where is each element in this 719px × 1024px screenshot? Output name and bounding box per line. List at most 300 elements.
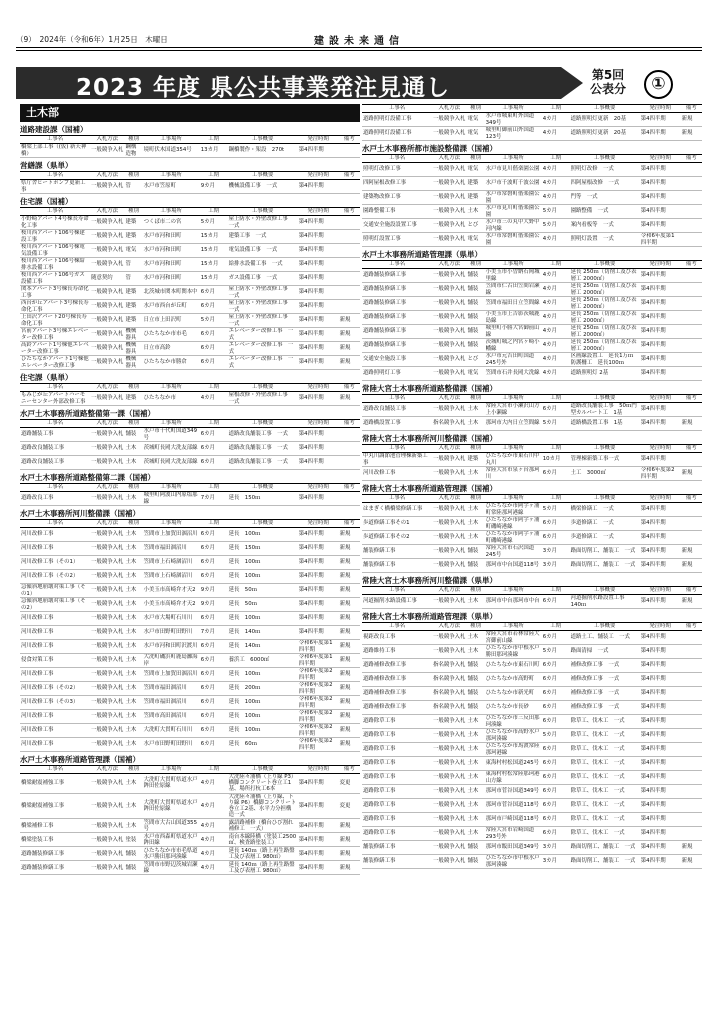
table-row <box>362 297 702 311</box>
table-cell: 令和6年度第2四半期 <box>298 668 339 682</box>
column-header: 工事場所 <box>485 495 542 503</box>
table-cell: 土木 <box>466 595 484 609</box>
table-cell: 水戸市千波町千波公園 <box>485 177 542 191</box>
table-row <box>362 177 702 191</box>
table-cell: 第4四半期 <box>298 442 339 456</box>
column-header: 備考 <box>681 155 702 163</box>
table-cell: 道路改良舗装工事 <box>20 456 90 470</box>
table-cell: 道路照明灯更新 20基 <box>570 127 640 141</box>
table-cell: 道路照明灯 2基 <box>570 367 640 381</box>
table-cell: 第4四半期 <box>298 314 339 328</box>
table-cell: ひたちなか市中根水戸勝田那珂湊線 <box>485 645 542 659</box>
table-cell: 一般競争入札 <box>432 645 466 659</box>
table-cell: 第4四半期 <box>298 428 339 442</box>
title-banner <box>16 67 561 99</box>
column-header: 工事場所 <box>485 105 542 113</box>
table-cell: 一般競争入札 <box>90 682 124 696</box>
table-cell: 電気 <box>466 233 484 247</box>
column-header: 工事名 <box>362 105 432 113</box>
table-cell: 一般競争入札 <box>90 314 124 328</box>
table-cell: 道路除草工事 <box>362 785 432 799</box>
table-cell: 第4四半期 <box>298 258 339 272</box>
table-row <box>362 771 702 785</box>
table-cell: 水戸市田野町田野川 <box>143 626 200 640</box>
table-cell: 舗装 <box>466 687 484 701</box>
table-cell: 舗装 <box>466 701 484 715</box>
table-cell: 土木 <box>124 584 142 598</box>
table-header-row <box>362 587 702 595</box>
table-cell: 交通安全施設設置工事 <box>362 219 432 233</box>
column-header: 工事概要 <box>570 155 640 163</box>
table-cell: 第4四半期 <box>640 545 681 559</box>
table-cell: 一般競争入札 <box>90 819 124 833</box>
table-header-row <box>20 208 360 216</box>
table-row <box>20 833 360 847</box>
table-cell: 河川改修工事 <box>20 668 90 682</box>
table-cell: 橋梁耐震補強工事 <box>20 793 90 819</box>
table-cell: 高鈴アパート1号棟他エレベーター改修工事 <box>21 342 89 355</box>
table-cell: 6カ月 <box>542 673 570 687</box>
table-cell: 6カ月 <box>200 286 228 300</box>
table-row <box>362 531 702 545</box>
table-cell: 除草工、伐木工 一式 <box>570 813 640 827</box>
table-row <box>20 668 360 682</box>
column-header: 備考 <box>339 520 360 528</box>
table-cell: 6カ月 <box>200 542 228 556</box>
column-header: 工期 <box>200 420 228 428</box>
table-cell: 延長 250ｍ（切削工及び表層工 2000㎡） <box>570 311 640 325</box>
table-cell: 一般競争入札 <box>90 696 124 710</box>
table-cell <box>339 286 360 300</box>
table-row <box>362 311 702 325</box>
table-cell: 桜川西アパート106号棟建設工事 <box>20 230 90 244</box>
column-header: 工事場所 <box>143 484 200 492</box>
table-cell: 道路橋設置工事 1基 <box>570 417 640 431</box>
table-cell: 土木 <box>124 793 142 819</box>
table-cell: とび <box>466 219 484 233</box>
table-cell: 6カ月 <box>542 785 570 799</box>
table-cell: 一般競争入札 <box>90 833 124 847</box>
table-row <box>20 300 360 314</box>
column-header: 発注時期 <box>640 623 681 631</box>
table-cell: 指名競争入札 <box>432 701 466 715</box>
column-header: 工事場所 <box>485 587 542 595</box>
table-cell: 土木 <box>466 631 484 645</box>
table-cell: 4カ月 <box>542 283 570 297</box>
project-table <box>20 765 360 875</box>
table-cell: 土木 <box>466 743 484 757</box>
table-cell: 第4四半期 <box>298 492 339 506</box>
table-cell: ひたちなか市市毛県道水戸勝田那珂湊線 <box>143 847 200 861</box>
table-cell: 養浜工 6000㎥ <box>228 654 298 668</box>
table-cell: 令和6年度第1四半期 <box>640 233 681 247</box>
table-row <box>20 356 360 370</box>
table-cell: 一般競争入札 <box>432 163 466 177</box>
project-table <box>362 494 702 573</box>
column-header: 工事名 <box>20 484 90 492</box>
table-header-row <box>20 520 360 528</box>
table-header-row <box>20 420 360 428</box>
table-row <box>362 743 702 757</box>
table-cell: 指名競争入札 <box>432 417 466 431</box>
table-cell: 新規 <box>339 819 360 833</box>
table-cell: 6カ月 <box>200 328 228 342</box>
table-cell: 桜川西アパート106号ガス設備工事 <box>20 272 90 286</box>
table-cell <box>681 827 702 841</box>
table-cell: 除草工、伐木工 一式 <box>570 743 640 757</box>
table-cell: 令和6年度第2四半期 <box>298 682 339 696</box>
table-header-row <box>20 484 360 492</box>
table-row <box>20 556 360 570</box>
table-cell: 新規 <box>339 314 360 328</box>
table-cell: 照明灯改修 一式 <box>570 163 640 177</box>
table-row <box>362 799 702 813</box>
column-header: 備考 <box>681 495 702 503</box>
table-cell <box>339 300 360 314</box>
table-cell: 第4四半期 <box>298 230 339 244</box>
table-cell: 土木 <box>466 467 484 481</box>
table-cell: 道路補修改修工事 <box>362 687 432 701</box>
column-header: 種別 <box>466 105 484 113</box>
table-cell: 道路補修改修工事 <box>362 701 432 715</box>
table-cell: 大洗町大貫町石川川 <box>143 724 200 738</box>
table-cell: 茨城町城之内宮ヶ崎小幡線 <box>485 339 542 353</box>
table-cell: 一般競争入札 <box>90 738 124 752</box>
table-cell: 舗装修繕工事 <box>362 841 432 855</box>
table-cell: ひたちなか市市毛 <box>143 328 200 342</box>
table-cell: 5カ月 <box>542 503 570 517</box>
column-header: 工期 <box>542 105 570 113</box>
column-header: 備考 <box>681 395 702 403</box>
table-row <box>362 673 702 687</box>
table-cell: 舗装 <box>466 269 484 283</box>
column-header: 工期 <box>200 208 228 216</box>
column-header: 発注時期 <box>298 520 339 528</box>
table-cell <box>681 191 702 205</box>
table-cell: 第4四半期 <box>640 673 681 687</box>
table-cell: 土木 <box>124 819 142 833</box>
table-cell: 舗装 <box>124 847 142 861</box>
table-cell: 道路舗装修繕工事 <box>20 847 90 861</box>
column-header: 種別 <box>124 420 142 428</box>
table-cell: 15カ月 <box>200 244 228 258</box>
table-cell: 延長 100ｍ <box>228 570 298 584</box>
table-cell: 屋上防水・外壁改修工事 一式 <box>228 286 298 300</box>
column-header: 入札方法 <box>432 105 466 113</box>
table-cell: 舗装 <box>466 283 484 297</box>
project-table <box>362 586 702 609</box>
table-cell: 第4四半期 <box>640 827 681 841</box>
table-cell: 道路土工、舗装工 一式 <box>570 631 640 645</box>
table-cell: 第4四半期 <box>298 342 339 356</box>
table-cell: 一般競争入札 <box>432 283 466 297</box>
table-cell: 舗装 <box>466 545 484 559</box>
table-cell: 道路補修改修工事 <box>362 673 432 687</box>
table-cell: 第4四半期 <box>298 847 339 861</box>
table-row <box>20 144 360 158</box>
table-cell: 建築物改修工事 <box>362 191 432 205</box>
table-cell: 4カ月 <box>542 353 570 367</box>
table-cell: 土木 <box>466 531 484 545</box>
table-cell: もみじが丘アパートハーモニーセンター外部改修工事 <box>20 392 90 406</box>
table-cell: 土木 <box>466 785 484 799</box>
table-cell: 水戸市常磐町偕楽園公園 <box>485 191 542 205</box>
table-cell: 大洗町大貫町県道水戸鉾田佐原線 <box>143 793 200 819</box>
column-header: 工事名 <box>362 261 432 269</box>
table-cell: 河川改修工事（その2） <box>20 682 90 696</box>
column-header: 工事場所 <box>143 766 200 774</box>
table-cell: 令和6年度第2四半期 <box>298 724 339 738</box>
table-cell: 城里町小勝大宮御前山線 <box>485 325 542 339</box>
table-row <box>20 314 360 328</box>
table-cell: ひたちなか市阿字ヶ浦町磯崎港線 <box>485 531 542 545</box>
table-cell: 土木 <box>466 813 484 827</box>
table-cell: 道路照明灯更新 20基 <box>570 113 640 127</box>
series-line-2: 公表分 <box>589 82 626 96</box>
project-table <box>20 135 360 158</box>
column-header: 発注時期 <box>298 384 339 392</box>
table-cell: 4カ月 <box>542 325 570 339</box>
table-cell: 舗装修繕工事 <box>362 545 432 559</box>
table-row <box>20 492 360 506</box>
table-cell: 一般競争入札 <box>432 729 466 743</box>
table-cell: 那珂市菅谷国道349号 <box>485 785 542 799</box>
table-cell: 一般競争入札 <box>90 342 124 356</box>
table-cell: 一般競争入札 <box>432 367 466 381</box>
table-cell: 新規 <box>339 612 360 626</box>
table-row <box>362 191 702 205</box>
column-header: 工事名 <box>362 495 432 503</box>
table-cell: 水戸市笠原町 <box>143 180 200 194</box>
table-cell: 道路補修改修工事 <box>362 659 432 673</box>
table-cell: 管 <box>124 272 142 286</box>
table-cell: 露語路補修（橋台ひび割れ補修工 一式） <box>228 819 298 833</box>
table-cell: 13カ月 <box>200 144 228 158</box>
table-cell <box>339 180 360 194</box>
table-cell: 小美玉市高崎弁才天2 <box>143 598 200 612</box>
table-cell: 道路除草工事 <box>362 729 432 743</box>
table-cell: ひたちなか市東石川中丸川 <box>485 453 542 467</box>
table-row <box>362 269 702 283</box>
table-row <box>20 584 360 598</box>
table-cell: 一般競争入札 <box>432 353 466 367</box>
table-cell: 延長 100ｍ <box>228 724 298 738</box>
column-header: 工事名 <box>362 395 432 403</box>
table-cell: 4カ月 <box>542 191 570 205</box>
table-cell: 小美玉市高崎弁才天2 <box>143 584 200 598</box>
table-cell: 9カ月 <box>200 584 228 598</box>
table-cell: 新規 <box>339 710 360 724</box>
table-cell: 15カ月 <box>200 272 228 286</box>
table-cell: 6カ月 <box>200 556 228 570</box>
table-cell: 一般競争入札 <box>432 595 466 609</box>
table-cell: 道路維持工事 <box>362 645 432 659</box>
table-cell <box>681 325 702 339</box>
table-cell: 第4四半期 <box>640 701 681 715</box>
column-header: 工事名 <box>20 208 90 216</box>
project-table <box>362 444 702 481</box>
project-table <box>20 383 360 406</box>
table-cell: 土木 <box>124 612 142 626</box>
column-header: 種別 <box>466 395 484 403</box>
table-cell <box>681 353 702 367</box>
table-row <box>362 353 702 367</box>
table-cell: 水戸市河和田町 <box>143 230 200 244</box>
table-cell: 一般競争入札 <box>432 325 466 339</box>
table-cell: 笠間市石井長岡大洗線 <box>485 367 542 381</box>
table-cell: 除草工、伐木工 一式 <box>570 785 640 799</box>
table-cell <box>681 631 702 645</box>
table-cell: 笠間市福田涸沼川 <box>143 682 200 696</box>
table-cell: 道路除草工事 <box>362 813 432 827</box>
table-cell: 一般競争入札 <box>432 403 466 417</box>
table-cell: 水戸市河和田町沢渡川 <box>143 640 200 654</box>
column-header: 工期 <box>542 395 570 403</box>
part-number-badge: ① <box>644 70 673 99</box>
table-cell: 道路除草工事 <box>362 799 432 813</box>
table-cell: 水戸市千代町国道349号 <box>143 428 200 442</box>
table-cell: 第4四半期 <box>640 757 681 771</box>
table-cell: 第4四半期 <box>298 392 339 406</box>
section-title: 常陸大宮土木事務所道路管理課（国補） <box>362 484 497 493</box>
table-cell: 6カ月 <box>200 612 228 626</box>
table-cell: 河川改修工事（その1） <box>20 556 90 570</box>
column-header: 入札方法 <box>90 766 124 774</box>
column-header: 発注時期 <box>640 395 681 403</box>
column-header: 発注時期 <box>298 208 339 216</box>
table-row <box>362 757 702 771</box>
table-cell: 一般競争入札 <box>90 847 124 861</box>
table-row <box>20 612 360 626</box>
column-header: 工事名 <box>20 172 90 180</box>
table-cell: 四阿屋根改修工事 <box>362 177 432 191</box>
table-cell: 道路改良舗装工事 <box>20 442 90 456</box>
project-table <box>20 519 360 752</box>
table-cell: 土木 <box>466 729 484 743</box>
column-header: 発注時期 <box>298 136 339 144</box>
table-cell: 第4四半期 <box>640 127 681 141</box>
table-cell <box>681 785 702 799</box>
column-header: 種別 <box>124 208 142 216</box>
column-header: 工事場所 <box>143 136 200 144</box>
table-cell: 塗装 <box>124 833 142 847</box>
table-cell: 門等 一式 <box>570 191 640 205</box>
table-cell: 5カ月 <box>542 417 570 431</box>
table-cell: 9カ月 <box>200 180 228 194</box>
table-row <box>362 403 702 417</box>
table-cell: 路面切削工、舗装工 一式 <box>570 545 640 559</box>
table-cell: 土木 <box>124 542 142 556</box>
table-cell: 路面清掃 一式 <box>570 645 640 659</box>
table-cell: 道路舗装修繕工事 <box>362 283 432 297</box>
table-cell: 電気 <box>124 244 142 258</box>
table-cell: 河川改修工事 <box>20 710 90 724</box>
table-cell: ひたちなかアパート1号棟他エレベーター改修工事 <box>21 356 89 369</box>
table-cell: 一般競争入札 <box>432 855 466 869</box>
table-cell: 第4四半期 <box>298 556 339 570</box>
section-title: 住宅課（県単） <box>20 373 73 382</box>
table-cell: 茨城町長岡大洗友部線 <box>143 456 200 470</box>
table-cell: 河川改修工事 <box>20 626 90 640</box>
table-cell: 4カ月 <box>542 233 570 247</box>
table-header-row <box>362 105 702 113</box>
column-header: 工事場所 <box>143 384 200 392</box>
table-cell: 除草工、伐木工 一式 <box>570 799 640 813</box>
table-cell: 土木 <box>124 570 142 584</box>
table-cell: 笠間市福田日立笠間線 <box>485 297 542 311</box>
table-cell: 第4四半期 <box>298 570 339 584</box>
column-header: 種別 <box>124 520 142 528</box>
table-cell: 河川改修工事（その3） <box>20 696 90 710</box>
table-cell: 第4四半期 <box>298 286 339 300</box>
column-header: 工事場所 <box>485 623 542 631</box>
table-cell: 6カ月 <box>542 827 570 841</box>
table-cell: 小美玉市上吉影茨城鹿島線 <box>485 311 542 325</box>
table-cell: 第4四半期 <box>298 180 339 194</box>
table-row <box>362 631 702 645</box>
table-cell: 第4四半期 <box>640 595 681 609</box>
section-title: 水戸土木事務所道路管理課（国補） <box>20 755 140 764</box>
table-cell: 電気設備工事 一式 <box>228 244 298 258</box>
table-cell: 第4四半期 <box>640 813 681 827</box>
table-cell: 第4四半期 <box>298 216 339 230</box>
page-title: 2023 年度 県公共事業発注見通し <box>76 75 451 101</box>
table-cell <box>681 311 702 325</box>
table-cell: 土木 <box>124 598 142 612</box>
table-cell: 水戸市三の丸中大野中河内線 <box>485 219 542 233</box>
column-header: 入札方法 <box>432 587 466 595</box>
table-cell: 急傾斜地崩壊対策工事（その2） <box>20 598 90 612</box>
table-row <box>362 503 702 517</box>
table-cell: 一般競争入札 <box>432 269 466 283</box>
table-cell <box>339 258 360 272</box>
table-cell: 令和6年度第2四半期 <box>640 467 681 481</box>
table-cell: 宮前アパート3号棟エレベーター改修工事 <box>21 328 89 341</box>
table-cell: 第4四半期 <box>640 269 681 283</box>
table-row <box>20 861 360 875</box>
table-cell: 延長 100ｍ <box>228 696 298 710</box>
table-cell: 一般競争入札 <box>90 793 124 819</box>
column-header: 種別 <box>124 172 142 180</box>
table-cell: 北茨城市関本町関本中 <box>143 286 200 300</box>
table-row <box>362 233 702 247</box>
table-cell: 侵食対策工事 <box>20 654 90 668</box>
table-cell: 河川改修工事 <box>20 542 90 556</box>
table-cell: 第4四半期 <box>640 367 681 381</box>
table-cell: 笠間市高田涸沼川 <box>143 710 200 724</box>
table-cell: 一般競争入札 <box>90 861 124 875</box>
table-cell: 舗装 <box>466 311 484 325</box>
table-cell: 屋上防水・外壁改修工事 一式 <box>228 300 298 314</box>
column-header: 種別 <box>466 445 484 453</box>
table-cell: 延長 140ｍ <box>228 640 298 654</box>
table-cell: 新規 <box>681 467 702 481</box>
table-cell: 新規 <box>339 682 360 696</box>
table-cell: 河川改修工事 <box>20 612 90 626</box>
table-cell: 7カ月 <box>200 492 228 506</box>
table-cell: 第4四半期 <box>298 626 339 640</box>
table-cell: 第4四半期 <box>298 584 339 598</box>
table-cell: 令和6年度第1四半期 <box>298 654 339 668</box>
table-cell: 第4四半期 <box>298 272 339 286</box>
table-cell: 新規 <box>339 833 360 847</box>
table-cell: 土木 <box>124 492 142 506</box>
table-cell: 第4四半期 <box>298 244 339 258</box>
table-cell: 5カ月 <box>200 216 228 230</box>
table-cell: 4カ月 <box>200 861 228 875</box>
table-cell: 新規 <box>681 545 702 559</box>
table-cell: 新規 <box>681 559 702 573</box>
